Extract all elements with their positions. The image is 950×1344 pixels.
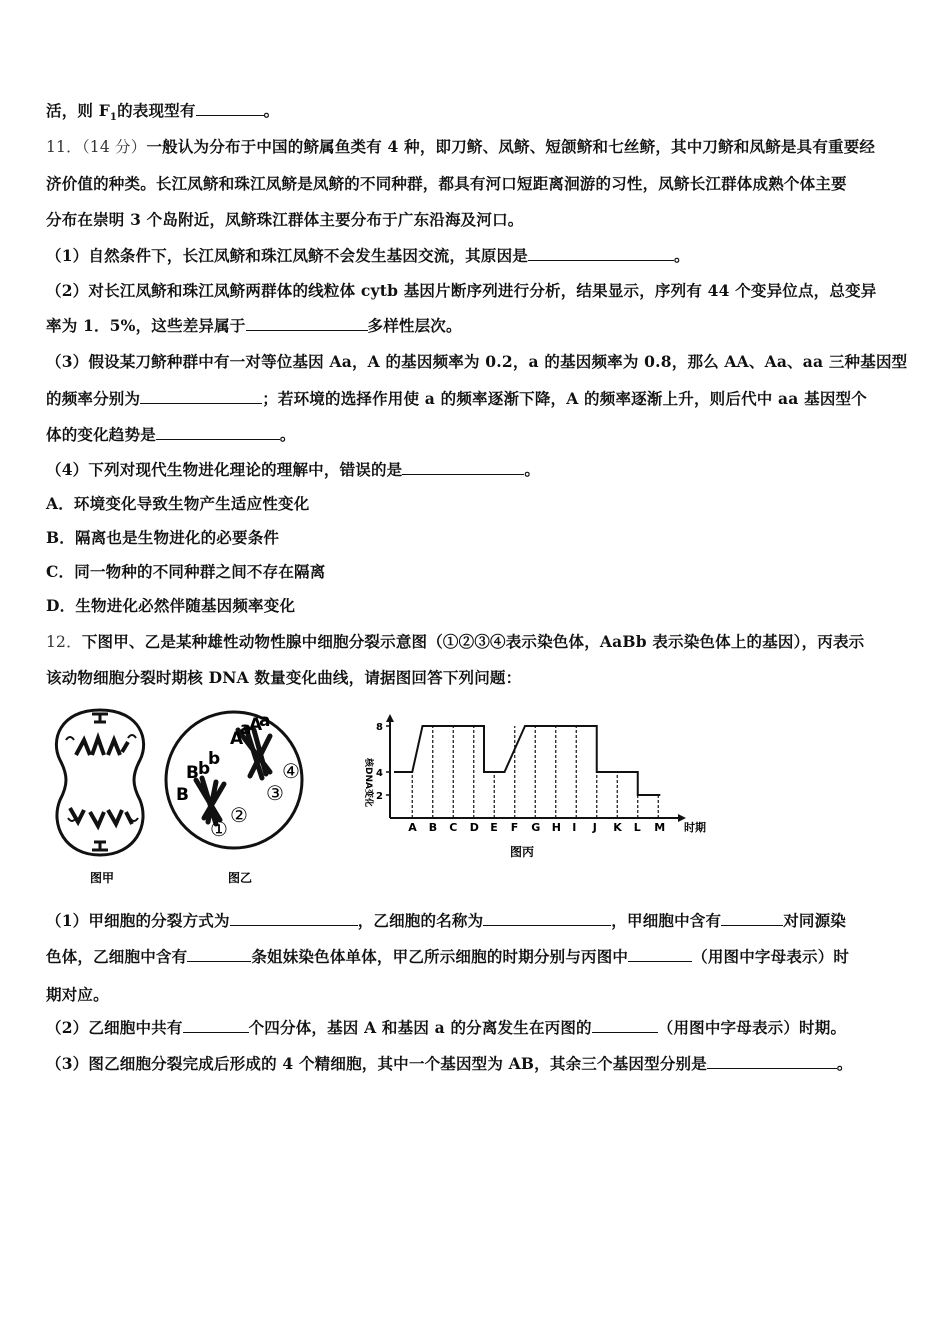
y-tick-label: 2 bbox=[376, 791, 383, 802]
answer-blank[interactable] bbox=[156, 425, 280, 440]
x-tick-label: B bbox=[428, 821, 438, 834]
question-11-stem-2: 济价值的种类。长江凤鲚和珠江凤鲚是凤鲚的不同种群，都具有河口短距离洄游的习性，凤鲚长江群体成熟个体主要 bbox=[46, 174, 847, 193]
question-11-stem-3: 分布在崇明 3 个岛附近，凤鲚珠江群体主要分布于广东沿海及河口。 bbox=[46, 210, 524, 229]
q12-part2: （2）乙细胞中共有 个四分体，基因 A 和基因 a 的分离发生在丙图的 （用图中字母表示）时期。 bbox=[46, 1018, 847, 1037]
chromosome-number: ④ bbox=[282, 759, 300, 783]
x-tick-label: G bbox=[531, 821, 541, 834]
x-axis-label: 时期 bbox=[684, 821, 706, 834]
x-tick-label: F bbox=[510, 821, 519, 834]
option-a[interactable]: A．环境变化导致生物产生适应性变化 bbox=[46, 494, 310, 513]
q11-part3: （3）假设某刀鲚种群中有一对等位基因 Aa，A 的基因频率为 0.2，a 的基因频率为 0.8，那么 AA、Aa、aa 三种基因型 bbox=[46, 352, 908, 371]
q11-part2-b: 率为 1．5%，这些差异属于 多样性层次。 bbox=[46, 316, 462, 335]
answer-blank[interactable] bbox=[183, 1018, 249, 1033]
answer-blank[interactable] bbox=[196, 101, 264, 116]
figure-bing-chart bbox=[363, 714, 706, 859]
option-b[interactable]: B．隔离也是生物进化的必要条件 bbox=[46, 528, 280, 547]
answer-blank[interactable] bbox=[721, 911, 783, 926]
answer-blank[interactable] bbox=[707, 1054, 837, 1069]
dna-series-line bbox=[394, 726, 660, 795]
answer-blank[interactable] bbox=[483, 911, 611, 926]
figure-yi bbox=[166, 711, 302, 848]
q12-part3: （3）图乙细胞分裂完成后形成的 4 个精细胞，其中一个基因型为 AB，其余三个基因型分别是 。 bbox=[46, 1054, 853, 1073]
q12-part1-c: 期对应。 bbox=[46, 985, 109, 1004]
question-12-stem-2: 该动物细胞分裂时期核 DNA 数量变化曲线，请据图回答下列问题： bbox=[46, 668, 522, 687]
q11-part2: （2）对长江凤鲚和珠江凤鲚两群体的线粒体 cytb 基因片断序列进行分析，结果显示，序列有 44 个变异位点，总变异 bbox=[46, 281, 877, 300]
option-d[interactable]: D．生物进化必然伴随基因频率变化 bbox=[46, 596, 296, 615]
gene-label: A bbox=[249, 715, 263, 735]
q12-part1-b: 色体，乙细胞中含有 条姐妹染色体单体，甲乙所示细胞的时期分别与丙图中 （用图中字母表示）时 bbox=[46, 947, 850, 966]
gene-label: B bbox=[186, 763, 199, 783]
figure-bing-caption: 图丙 bbox=[510, 845, 535, 859]
answer-blank[interactable] bbox=[402, 460, 524, 475]
answer-blank[interactable] bbox=[628, 947, 692, 962]
x-tick-label: D bbox=[469, 821, 479, 834]
figures-area bbox=[40, 700, 740, 900]
answer-blank[interactable] bbox=[592, 1018, 658, 1033]
chromosome-number: ③ bbox=[266, 781, 284, 805]
gene-label: B bbox=[176, 785, 189, 805]
x-tick-label: M bbox=[654, 821, 666, 834]
answer-blank[interactable] bbox=[528, 246, 674, 261]
x-tick-label: A bbox=[408, 821, 417, 834]
chromosome-number: ① bbox=[210, 817, 228, 841]
option-c[interactable]: C．同一物种的不同种群之间不存在隔离 bbox=[46, 562, 326, 581]
y-tick-label: 4 bbox=[376, 768, 383, 779]
q12-part1: （1）甲细胞的分裂方式为 ，乙细胞的名称为 ，甲细胞中含有 对同源染 bbox=[46, 911, 847, 930]
q11-part1: （1）自然条件下，长江凤鲚和珠江凤鲚不会发生基因交流，其原因是 。 bbox=[46, 246, 690, 265]
answer-blank[interactable] bbox=[230, 911, 358, 926]
gene-label: b bbox=[208, 749, 221, 769]
line-f1-phenotype: 活，则 $F_1$的表现型有 。 bbox=[46, 101, 280, 124]
gene-label: a bbox=[259, 711, 271, 731]
x-tick-label: J bbox=[592, 821, 597, 834]
chromosome-number: ② bbox=[230, 803, 248, 827]
answer-blank[interactable] bbox=[187, 947, 251, 962]
q11-part3-c: 体的变化趋势是 。 bbox=[46, 425, 296, 444]
q11-part4: （4）下列对现代生物进化理论的理解中，错误的是 。 bbox=[46, 460, 541, 479]
x-tick-label: C bbox=[449, 821, 458, 834]
x-tick-label: H bbox=[551, 821, 561, 834]
figure-yi-caption: 图乙 bbox=[228, 871, 253, 885]
x-tick-label: K bbox=[613, 821, 622, 834]
question-11-stem: 11．（14 分）一般认为分布于中国的鲚属鱼类有 4 种，即刀鲚、凤鲚、短颌鲚和七丝鲚，其中刀鲚和凤鲚是具有重要经 bbox=[46, 137, 876, 156]
answer-blank[interactable] bbox=[140, 389, 262, 404]
q11-part3-b: 的频率分别为 ；若环境的选择作用使 a 的频率逐渐下降，A 的频率逐渐上升，则后代中 aa 基因型个 bbox=[46, 389, 867, 408]
gene-label: a bbox=[240, 719, 252, 739]
x-tick-label: L bbox=[633, 821, 641, 834]
answer-blank[interactable] bbox=[246, 316, 368, 331]
question-12-stem: 12．下图甲、乙是某种雄性动物性腺中细胞分裂示意图（①②③④表示染色体，AaBb 表示染色体上的基因），丙表示 bbox=[46, 632, 865, 651]
x-tick-label: E bbox=[490, 821, 498, 834]
gene-label: A bbox=[230, 729, 244, 749]
gene-label: b bbox=[198, 759, 211, 779]
y-axis-arrow bbox=[386, 714, 394, 722]
x-tick-label: I bbox=[572, 821, 577, 834]
figure-jia-caption: 图甲 bbox=[90, 871, 115, 885]
y-tick-label: 8 bbox=[376, 722, 383, 733]
y-axis-label: 核DNA变化 bbox=[363, 758, 373, 807]
figure-jia bbox=[56, 710, 143, 855]
